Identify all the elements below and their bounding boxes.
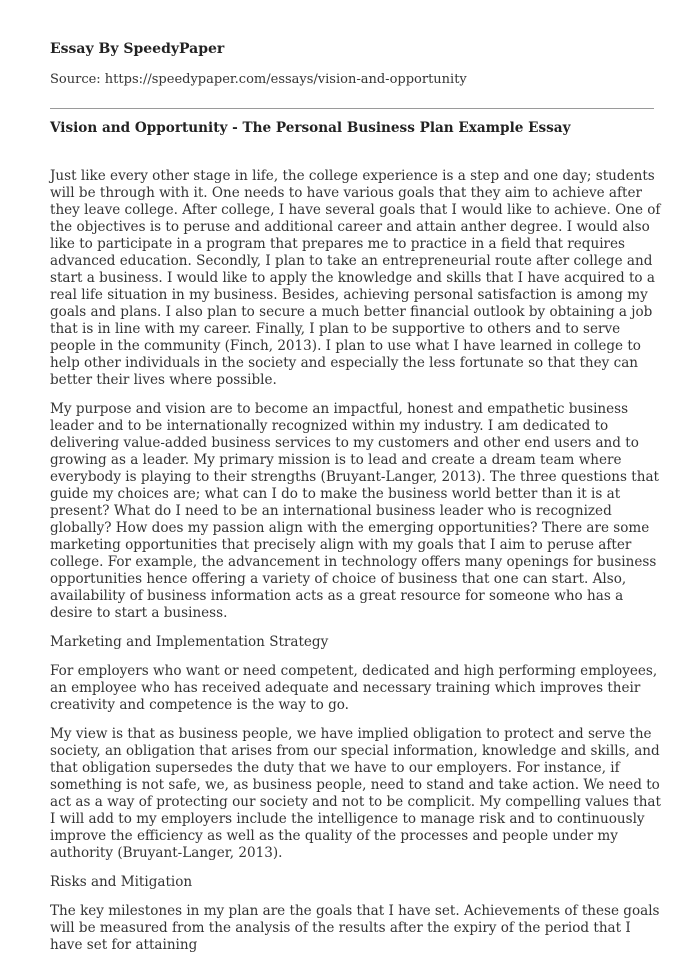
section-heading: Marketing and Implementation Strategy (50, 634, 329, 650)
brand-heading: Essay By SpeedyPaper (50, 41, 225, 57)
paragraph: For employers who want or need competent, dedicated and high performing employees, an employee who has received adequate and necessary training which improves their creativity and competence is the way to go. (50, 663, 658, 713)
paragraph: Just like every other stage in life, the college experience is a step and one day; students will be through with it. One needs to have various goals that they aim to achieve after they leave college. After college, I have several goals that I would like to achieve. One of the objectives is to peruse and additional career and attain anther degree. I would also like to participate in a program that prepares me to practice in a field that requires advanced education. Secondly, I plan to take an entrepreneurial route after college and start a business. I would like to apply the knowledge and skills that I have acquired to a real life situation in my business. Besides, achieving personal satisfaction is among my goals and plans. I also plan to secure a much better financial outlook by obtaining a job that is in line with my career. Finally, I plan to be supportive to others and to serve people in the community (Finch, 2013). I plan to use what I have learned in college to help other individuals in the society and especially the less fortunate so that they can better their lives where possible. (50, 168, 661, 388)
essay-body (50, 168, 666, 966)
essay-title: Vision and Opportunity - The Personal Business Plan Example Essay (50, 120, 571, 136)
paragraph: The key milestones in my plan are the goals that I have set. Achievements of these goals will be measured from the analysis of the results after the expiry of the period that I have set for attaining (50, 903, 660, 953)
paragraph: My view is that as business people, we have implied obligation to protect and serve the society, an obligation that arises from our special information, knowledge and skills, and that obligation supersedes the duty that we have to our employers. For instance, if something is not safe, we, as business people, need to stand and take action. We need to act as a way of protecting our society and not to be complicit. My compelling values that I will add to my employers include the intelligence to manage risk and to continuously improve the efficiency as well as the quality of the processes and people under my authority (Bruyant-Langer, 2013). (50, 726, 661, 861)
section-heading: Risks and Mitigation (50, 874, 193, 890)
paragraph: My purpose and vision are to become an impactful, honest and empathetic business leader and to be internationally recognized within my industry. I am dedicated to delivering value-added business services to my customers and other end users and to growing as a leader. My primary mission is to lead and create a dream team where everybody is playing to their strengths (Bruyant-Langer, 2013). The three questions that guide my choices are; what can I do to make the business world better than it is at present? What do I need to be an international business leader who is recognized globally? How does my passion align with the emerging opportunities? There are some marketing opportunities that precisely align with my goals that I aim to peruse after college. For example, the advancement in technology offers many openings for business opportunities hence offering a variety of choice of business that one can start. Also, availability of business information acts as a great resource for someone who has a desire to start a business. (50, 401, 659, 621)
divider (50, 108, 654, 109)
source-line: Source: https://speedypaper.com/essays/vision-and-opportunity (50, 72, 467, 87)
